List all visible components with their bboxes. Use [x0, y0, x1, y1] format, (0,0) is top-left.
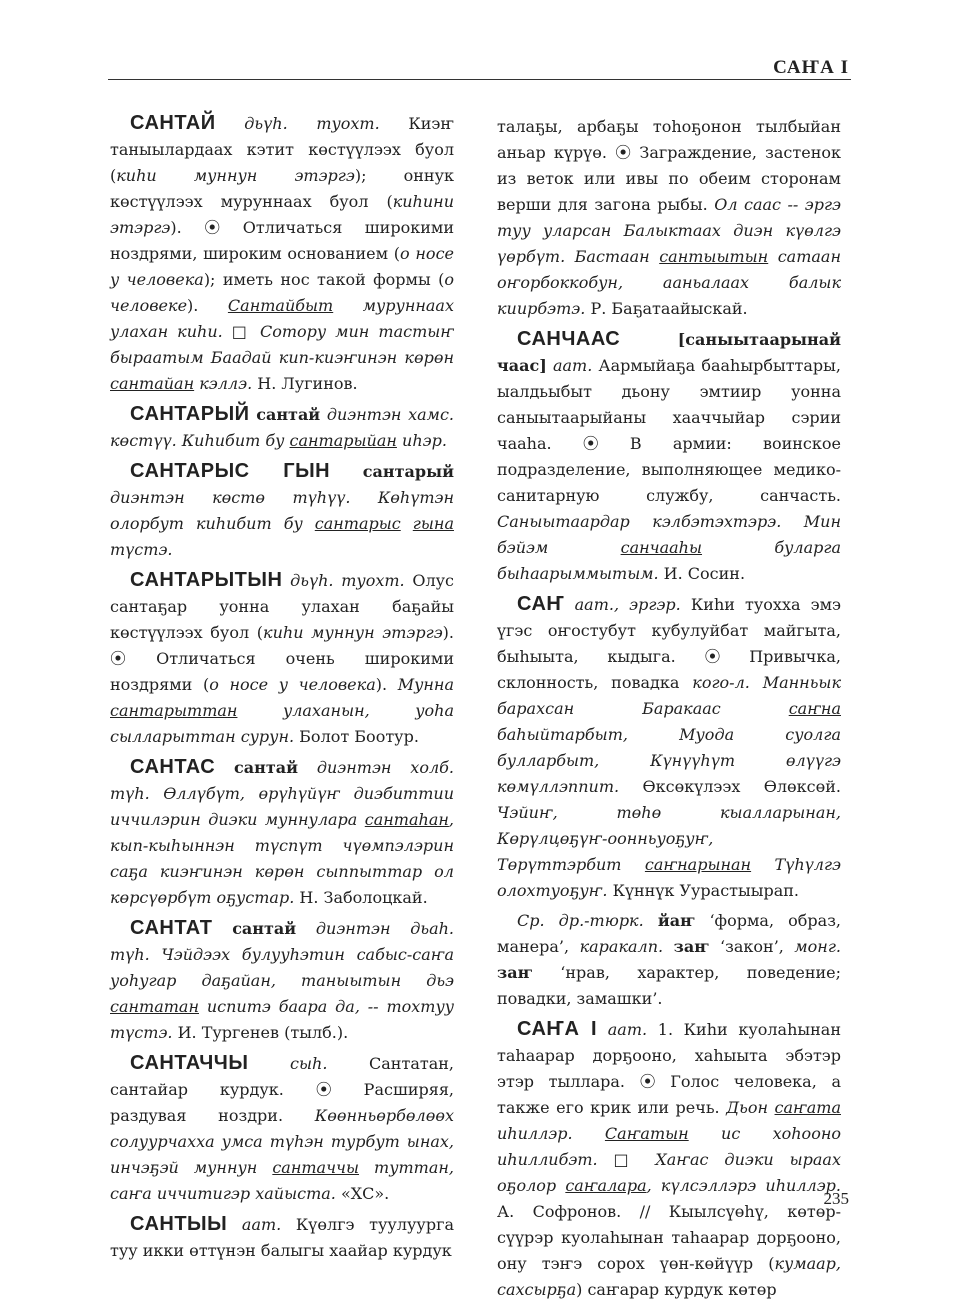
entry-santyy: САНТЫЫ аат. Күөлгэ туулуурга туу икки өттүнэн балыгы хаайар курдук: [110, 1213, 454, 1260]
entry-santai: САНТАЙ дьүһ. туохт. Киэҥ таныылардаах кэтит көстүүлээх буол (киһи муннун этэргэ); оннук көстүүлээх муруннаах буол (киһини этэргэ). ⦿ Отличаться широкими ноздрями, широким основанием (о носе у человека); иметь нос такой формы (о человеке). Сантайбыт муруннаах улахан киһи. □ Сотору мин тастыҥ быраатым Баадай кип-киэҥинэн көрөн сантайан кэллэ. Н. Лугинов.: [110, 112, 455, 393]
headword: САҤА I: [517, 1018, 598, 1040]
page-number: 235: [823, 1189, 849, 1208]
source: Өксөкүлээх Өлөксөй.: [642, 777, 841, 796]
source: Н. Лугинов.: [257, 374, 358, 393]
entry-sanchaas: САНЧААС [саныытаарынай чаас] аат. Аармыйаҕа бааһырбыттары, ыалдьыбыт дьону эмтиир уонна саныытаарыйаны хааччыйар сэрии чааһа. ⦿ В армии: воинское подразделение, выполняющее медико-санитарную службу, санчасть. Саныытаардар кэлбэтэхтэрэ. Мин бэйэм санчааһы буларга быһаарыммытым. И. Сосин.: [497, 328, 841, 583]
entry-santyy-continued: талаҕы, арбаҕы тоһоҕонон тылбыйан аньар күрүө. ⦿ Заграждение, застенок из веток или ивы по обеим сторонам верши для загона рыбы. Ол саас -- эргэ туу уларсан Балыктаах диэн күөлгэ үөрбүт. Бастаан сантыытын сатаан оҥорбоккобун, ааньалаах балык киирбэтэ. Р. Баҕатаайыскай.: [497, 117, 841, 318]
entry-sang-comparison: Ср. др.-тюрк. йаҥ ‘форма, образ, манера’, каракалп. заҥ ‘закон’, монг. заҥ ‘нрав, характер, поведение; повадки, замашки’.: [497, 911, 841, 1008]
headword: САНТАЙ: [130, 112, 216, 134]
entry-santarytyn: САНТАРЫТЫН дьүһ. туохт. Олус сантаҕар уонна улахан баҕайы көстүүлээх буол (киһи муннун этэргэ). ⦿ Отличаться очень широкими ноздрями (о носе у человека). Мунна сантарыттан улаханын, уоһа сылларыттан сурун. Болот Боотур.: [110, 569, 454, 746]
source: И. Тургенев (тылб.).: [177, 1023, 349, 1042]
etymology: [саныытаарынай чаас]: [497, 330, 841, 375]
source: «ХС».: [340, 1184, 390, 1203]
running-head: САҤА I: [773, 57, 849, 78]
entry-sanga-1: САҤА I аат. 1. Киһи куолаһынан таһаарар дорҕооно, хаһыыта эбэтэр этэр тыллара. ⦿ Голос человека, а также его крик или речь. Дьон саҥата иһиллэр. Саҥатын ис хоһооно иһиллибэт. □ Хаҥас диэки ыраах оҕолор саҥалара, күлсэллэрэ иһиллэр. А. Софронов. // Кыылсүөһү, көтөр-сүүрэр куолаһынан таһаарар дорҕооно, ону тэҥэ сорох үөн-көйүүр (кумаар, сахсырҕа) саҥарар курдук көтөр: [497, 1018, 841, 1299]
source: Р. Баҕатаайыскай.: [590, 299, 748, 318]
source: Болот Боотур.: [299, 727, 419, 746]
entry-santas: САНТАС сантай диэнтэн холб. түһ. Өллүбүт, өрүһүйүҥ диэбиттии иччилэрин диэки муннулара сантаһан, кып-кыһыннэн түспүт чүөмпэлэрин саҕа киэҥинэн көрөн сыппыттар ол көрсүөрбүт оҕустар. Н. Заболоцкай.: [110, 756, 454, 907]
entry-santat: САНТАТ сантай диэнтэн дьаһ. түһ. Чэйдээх булууһэтин сабыс-саҥа уоһугар даҕайан, таныытын дьэ сантатан испитэ баара да, -- тохтуу түстэ. И. Тургенев (тылб.).: [110, 917, 454, 1042]
headword: САНТАТ: [130, 917, 213, 939]
source: Н. Заболоцкай.: [299, 888, 428, 907]
source: А. Софронов.: [497, 1202, 622, 1221]
source: И. Сосин.: [663, 564, 746, 583]
headword: САНТАРЫЙ: [130, 403, 250, 425]
entry-santaryi: САНТАРЫЙ сантай диэнтэн хамс. көстүү. Киһибит бу сантарыйан иһэр.: [110, 403, 454, 450]
headword: САНТАС: [130, 756, 216, 778]
entry-santachchy: САНТАЧЧЫ сыһ. Сантатан, сантайар курдук. ⦿ Расширяя, раздувая ноздри. Көөнньөрбөлөөх солуурчахха умса түһэн турбут ынах, инчэҕэй муннун сантаччы туттан, саҥа иччитигэр хайыста. «ХС».: [110, 1052, 454, 1203]
headword: САНТЫЫ: [130, 1213, 228, 1235]
headword: САҤ: [517, 593, 565, 615]
right-column: [497, 114, 841, 1307]
entry-santarys-gyn: САНТАРЫС ГЫН сантарый диэнтэн көстө түһүү. Көһүтэн олорбут киһибит бу сантарыс гына түстэ.: [110, 460, 454, 559]
headword: САНТАЧЧЫ: [130, 1052, 249, 1074]
headword: САНЧААС: [517, 328, 621, 350]
entry-sang: САҤ аат., эргэр. Киһи туохха эмэ үгэс оҥостубут кубулуйбат майгыта, быһыыта, кыдыга. ⦿ Привычка, склонность, повадка кого-л. Манньык барахсан Баракаас саҥна баһыйтарбыт, Муода суолга булларбыт, Күнүүһүт өлүүгэ көмүллэппит. Өксөкүлээх Өлөксөй. Чэйиҥ, төһө кыалларынан, Көрүлцөҕүҥ-оонньуоҕуҥ, Төрүттэрбит саҥнарынан Түһүлгэ олохтуоҕуҥ. Күннүк Уурастыырап.: [497, 593, 842, 900]
left-column: [110, 110, 454, 1268]
headword: САНТАРЫТЫН: [130, 569, 283, 591]
headword: САНТАРЫС ГЫН: [130, 460, 331, 482]
source: Күннүк Уурастыырап.: [612, 881, 800, 900]
header-rule: [108, 79, 851, 80]
